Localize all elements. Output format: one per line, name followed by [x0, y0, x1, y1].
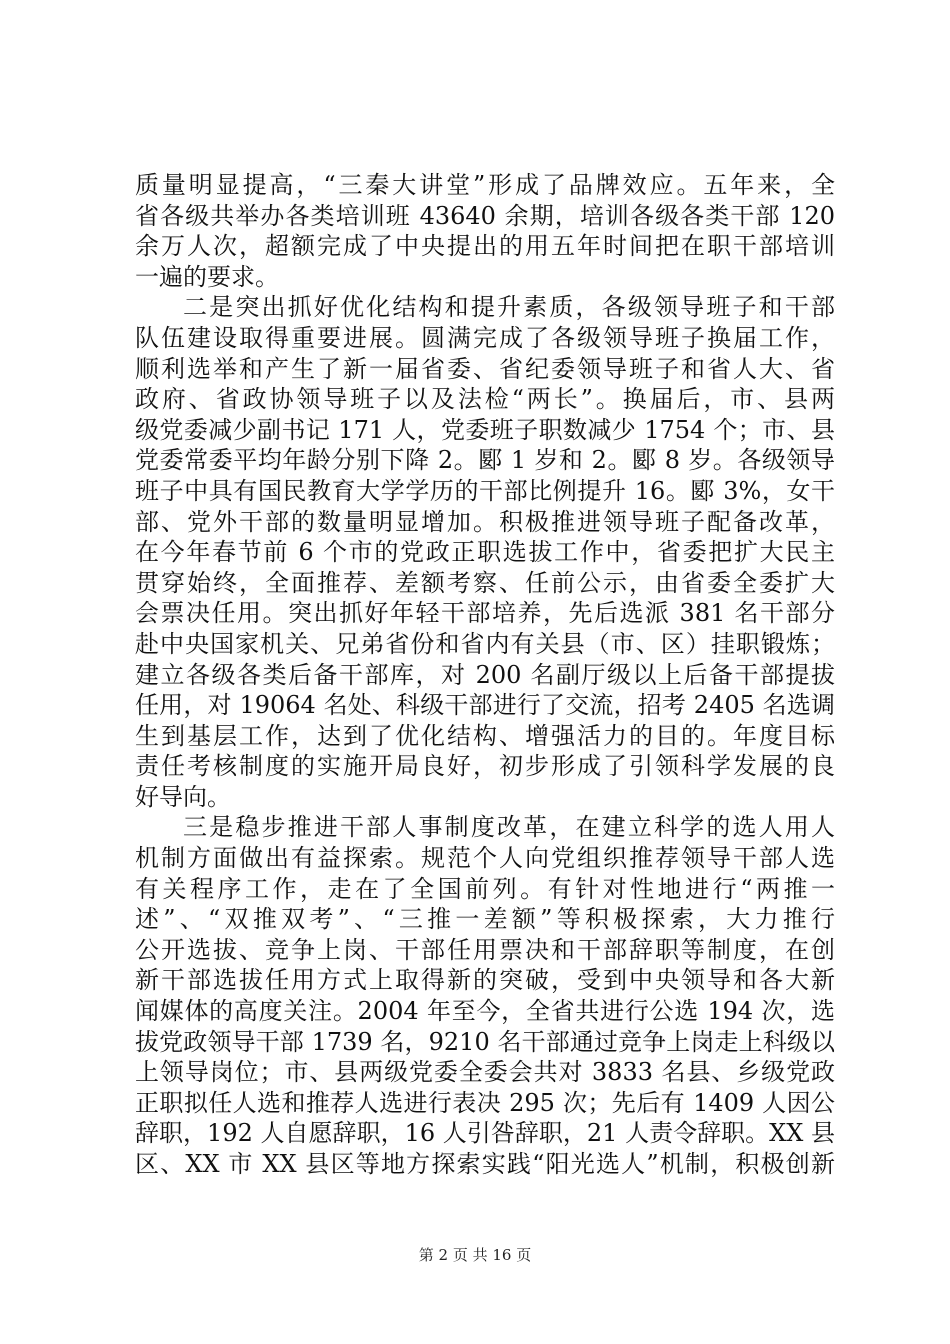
text-line: 省各级共举办各类培训班 43640 余期，培训各级各类干部 120 [135, 201, 835, 230]
document-body [135, 170, 835, 1180]
paragraph-3 [135, 812, 835, 1179]
text-line: 质量明显提高，“三秦大讲堂”形成了品牌效应。五年来，全 [135, 171, 835, 199]
text-line: 辞职，192 人自愿辞职，16 人引咎辞职，21 人责令辞职。XX 县 [135, 1119, 835, 1148]
page-number-footer: 第 2 页 共 16 页 [418, 1246, 532, 1264]
text-line: 在今年春节前 6 个市的党政正职选拔工作中，省委把扩大民主 [135, 538, 835, 567]
text-line: 好导向。 [135, 782, 231, 811]
text-line: 会票决任用。突出抓好年轻干部培养，先后选派 381 名干部分 [135, 599, 835, 628]
text-line: 上领导岗位；市、县两级党委全委会共对 3833 名县、乡级党政 [135, 1058, 835, 1087]
text-line: 有关程序工作，走在了全国前列。有针对性地进行“两推一 [135, 874, 835, 903]
text-line: 拔党政领导干部 1739 名，9210 名干部通过竞争上岗走上科级以 [135, 1027, 835, 1056]
text-line: 贯穿始终，全面推荐、差额考察、任前公示，由省委全委扩大 [135, 568, 835, 597]
text-line: 述”、“双推双考”、“三推一差额”等积极探索，大力推行 [135, 905, 835, 934]
text-line: 机制方面做出有益探索。规范个人向党组织推荐领导干部人选 [135, 844, 835, 873]
text-line: 顺利选举和产生了新一届省委、省纪委领导班子和省人大、省 [135, 354, 835, 383]
paragraph-1 [135, 170, 835, 292]
text-line: 正职拟任人选和推荐人选进行表决 295 次；先后有 1409 人因公 [135, 1088, 835, 1117]
text-line: 余万人次，超额完成了中央提出的用五年时间把在职干部培训 [135, 232, 835, 261]
text-line: 三是稳步推进干部人事制度改革，在建立科学的选人用人 [183, 813, 835, 842]
text-line: 政府、省政协领导班子以及法检“两长”。换届后，市、县两 [135, 385, 835, 414]
text-line: 党委常委平均年龄分别下降 2。郾 1 岁和 2。郾 8 岁。各级领导 [135, 446, 835, 475]
text-line: 责任考核制度的实施开局良好，初步形成了引领科学发展的良 [135, 752, 835, 781]
text-line: 赴中央国家机关、兄弟省份和省内有关县（市、区）挂职锻炼； [135, 629, 835, 658]
text-line: 部、党外干部的数量明显增加。积极推进领导班子配备改革， [135, 507, 835, 536]
text-line: 二是突出抓好优化结构和提升素质，各级领导班子和干部 [183, 293, 835, 322]
paragraph-2 [135, 292, 835, 812]
text-line: 班子中具有国民教育大学学历的干部比例提升 16。郾 3%，女干 [135, 476, 835, 505]
text-line: 队伍建设取得重要进展。圆满完成了各级领导班子换届工作， [135, 323, 835, 352]
text-line: 任用，对 19064 名处、科级干部进行了交流，招考 2405 名选调 [135, 691, 835, 720]
text-line: 建立各级各类后备干部库，对 200 名副厅级以上后备干部提拔 [135, 660, 835, 689]
text-line: 一遍的要求。 [135, 262, 279, 291]
text-line: 区、XX 市 XX 县区等地方探索实践“阳光选人”机制，积极创新 [135, 1150, 835, 1178]
text-line: 闻媒体的高度关注。2004 年至今，全省共进行公选 194 次，选 [135, 997, 835, 1026]
text-line: 级党委减少副书记 171 人，党委班子职数减少 1754 个；市、县 [135, 415, 835, 444]
text-line: 公开选拔、竞争上岗、干部任用票决和干部辞职等制度，在创 [135, 935, 835, 964]
text-line: 生到基层工作，达到了优化结构、增强活力的目的。年度目标 [135, 721, 835, 750]
text-line: 新干部选拔任用方式上取得新的突破，受到中央领导和各大新 [135, 966, 835, 995]
